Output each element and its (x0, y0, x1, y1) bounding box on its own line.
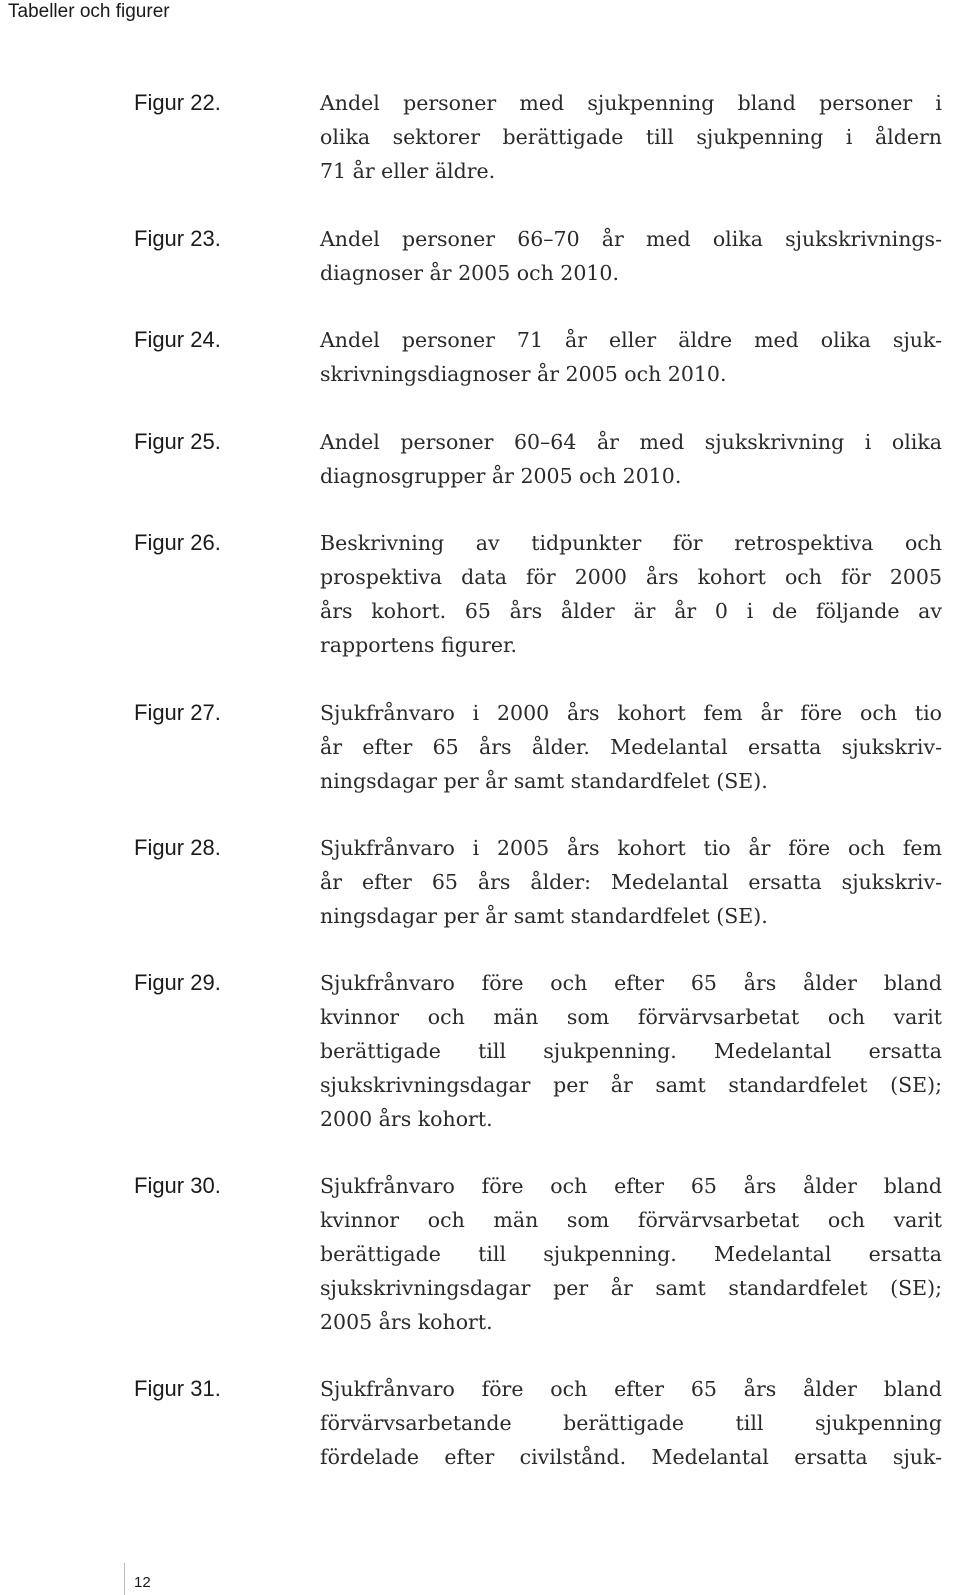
figure-caption (320, 222, 942, 290)
caption-line: Andel personer med sjukpenning bland personer i (320, 91, 942, 115)
figure-label: Figur 26. (134, 530, 221, 555)
caption-line: 71 år eller äldre. (320, 159, 496, 183)
caption-line: Sjukfrånvaro före och efter 65 års ålder bland (320, 971, 942, 995)
figure-label: Figur 24. (134, 327, 221, 352)
caption-line: rapportens figurer. (320, 633, 518, 657)
caption-line: 2005 års kohort. (320, 1310, 493, 1334)
figure-label: Figur 30. (134, 1173, 221, 1198)
figure-label: Figur 29. (134, 970, 221, 995)
caption-line: år efter 65 års ålder. Medelantal ersatta sjukskriv- (320, 735, 942, 759)
caption-line: Andel personer 71 år eller äldre med olika sjuk- (320, 328, 942, 352)
caption-line: Sjukfrånvaro i 2005 års kohort tio år före och fem (320, 836, 942, 860)
caption-line: Sjukfrånvaro före och efter 65 års ålder bland (320, 1174, 942, 1198)
caption-line: prospektiva data för 2000 års kohort och för 2005 (320, 565, 942, 589)
figure-caption (320, 425, 942, 493)
caption-line: olika sektorer berättigade till sjukpenning i åldern (320, 125, 942, 149)
caption-line: ningsdagar per år samt standardfelet (SE). (320, 904, 768, 928)
figure-caption (320, 1372, 942, 1474)
figure-label: Figur 27. (134, 700, 221, 725)
caption-line: sjukskrivningsdagar per år samt standardfelet (SE); (320, 1073, 942, 1097)
caption-line: kvinnor och män som förvärvsarbetat och varit (320, 1005, 942, 1029)
caption-line: sjukskrivningsdagar per år samt standardfelet (SE); (320, 1276, 942, 1300)
figure-caption (320, 86, 942, 188)
caption-line: förvärvsarbetande berättigade till sjukpenning (320, 1411, 942, 1435)
caption-line: års kohort. 65 års ålder är år 0 i de följande av (320, 599, 942, 623)
caption-line: diagnosgrupper år 2005 och 2010. (320, 464, 682, 488)
caption-line: fördelade efter civilstånd. Medelantal ersatta sjuk- (320, 1445, 942, 1469)
caption-line: kvinnor och män som förvärvsarbetat och varit (320, 1208, 942, 1232)
caption-line: diagnoser år 2005 och 2010. (320, 261, 619, 285)
figure-label: Figur 31. (134, 1376, 221, 1401)
caption-line: Sjukfrånvaro i 2000 års kohort fem år före och tio (320, 701, 942, 725)
caption-line: Sjukfrånvaro före och efter 65 års ålder bland (320, 1377, 942, 1401)
caption-line: år efter 65 års ålder: Medelantal ersatta sjukskriv- (320, 870, 942, 894)
figure-caption (320, 696, 942, 798)
caption-line: Beskrivning av tidpunkter för retrospektiva och (320, 531, 942, 555)
caption-line: berättigade till sjukpenning. Medelantal ersatta (320, 1242, 942, 1266)
figure-label: Figur 23. (134, 226, 221, 251)
page-number-rule (124, 1563, 125, 1595)
figure-label: Figur 25. (134, 429, 221, 454)
caption-line: Andel personer 66–70 år med olika sjukskrivnings- (320, 227, 942, 251)
figure-label: Figur 22. (134, 90, 221, 115)
caption-line: ningsdagar per år samt standardfelet (SE). (320, 769, 768, 793)
figure-caption (320, 831, 942, 933)
figure-label: Figur 28. (134, 835, 221, 860)
figure-caption (320, 526, 942, 662)
caption-line: skrivningsdiagnoser år 2005 och 2010. (320, 362, 727, 386)
section-header: Tabeller och figurer (8, 1, 170, 22)
caption-line: berättigade till sjukpenning. Medelantal ersatta (320, 1039, 942, 1063)
caption-line: Andel personer 60–64 år med sjukskrivning i olika (320, 430, 942, 454)
figure-caption (320, 966, 942, 1136)
caption-line: 2000 års kohort. (320, 1107, 493, 1131)
figure-caption (320, 1169, 942, 1339)
page-number: 12 (134, 1574, 151, 1591)
figure-caption (320, 323, 942, 391)
